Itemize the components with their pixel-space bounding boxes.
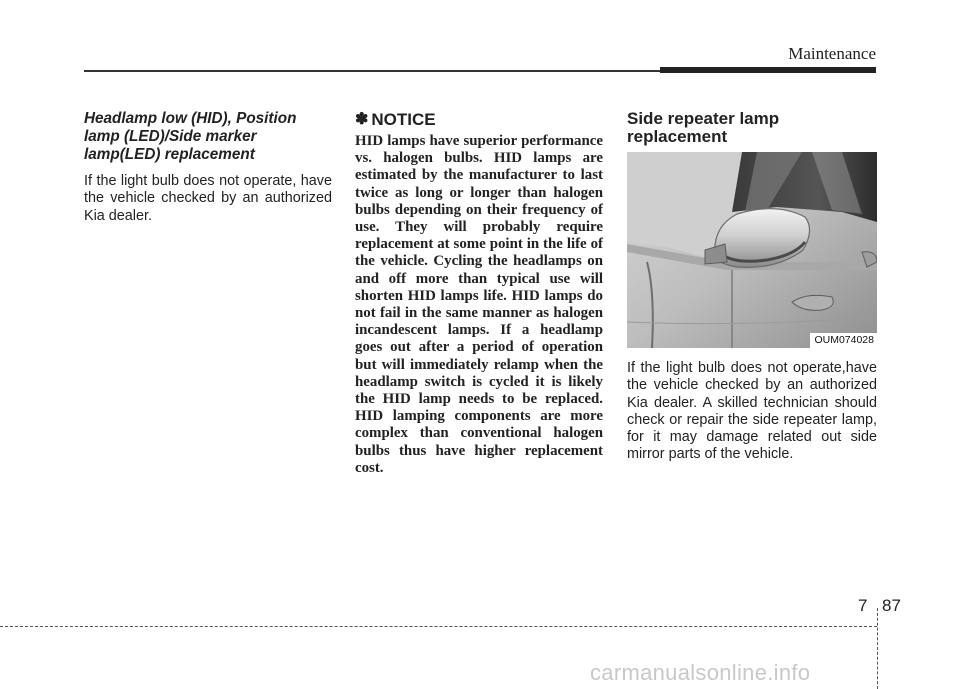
chapter-number: 7 <box>858 596 868 615</box>
subheading-headlamp: Headlamp low (HID), Position lamp (LED)/Side marker lamp(LED) replacement <box>84 110 297 163</box>
footer-rule <box>0 626 877 627</box>
notice-star-icon: ✽ <box>355 111 369 128</box>
heading-side-repeater: Side repeater lamp replacement <box>627 109 780 146</box>
body-text-headlamp: If the light bulb does not operate, have the vehicle checked by an authorized Kia dealer. <box>84 173 332 224</box>
page-number: 87 <box>882 596 901 615</box>
column-left <box>84 110 332 225</box>
header-rule-accent <box>660 67 876 73</box>
notice-body: HID lamps have superior performance vs. halogen bulbs. HID lamps are estimated by the manufacturer to last twice as long or longer than halogen bulbs depending on their frequency of use. They will probably require replacement at some point in the life of the vehicle. Cycling the headlamps on and off more than typical use will shorten HID lamps life. HID lamps do not fail in the same manner as halogen incandescent lamps. If a headlamp goes out after a period of operation but will immediately relamp when the headlamp switch is cycled it is likely the HID lamp needs to be replaced. HID lamping components are more complex than conventional halogen bulbs thus have higher replacement cost. <box>355 133 603 476</box>
header-rule <box>84 70 660 72</box>
section-title: Maintenance <box>788 44 876 63</box>
body-text-side-repeater: If the light bulb does not operate,have the vehicle checked by an authorized Kia dealer. A skilled technician should check or repair the side repeater lamp, for it may damage related out side mirror parts of the vehicle. <box>627 360 877 463</box>
notice-title: NOTICE <box>371 110 436 129</box>
side-mirror-figure <box>627 152 877 348</box>
notice-heading <box>355 110 603 130</box>
column-right <box>627 110 877 464</box>
page-number-divider <box>877 608 878 689</box>
figure-code: OUM074028 <box>810 333 877 348</box>
watermark: carmanualsonline.info <box>590 660 811 685</box>
side-mirror-illustration <box>627 152 877 348</box>
notice-box <box>355 110 603 477</box>
